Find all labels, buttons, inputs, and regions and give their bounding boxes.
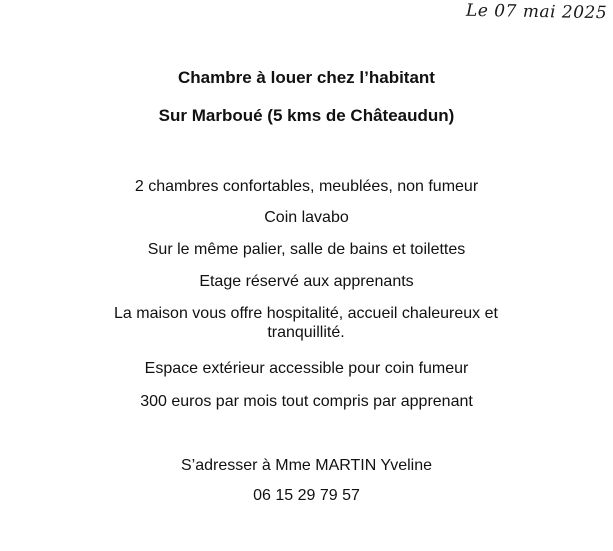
feature-line: La maison vous offre hospitalité, accueil chaleureux et tranquillité. <box>114 305 498 341</box>
handwritten-date: Le 07 mai 2025 <box>465 0 608 24</box>
document-location: Sur Marboué (5 kms de Châteaudun) <box>158 106 455 125</box>
feature-line: Coin lavabo <box>264 209 349 226</box>
feature-line: Espace extérieur accessible pour coin fumeur <box>144 360 469 377</box>
contact-name: S’adresser à Mme MARTIN Yveline <box>180 457 433 474</box>
contact-phone: 06 15 29 79 57 <box>253 487 360 504</box>
feature-line: 300 euros par mois tout compris par apprenant <box>140 393 473 410</box>
feature-line: 2 chambres confortables, meublées, non fumeur <box>134 178 479 195</box>
document-title: Chambre à louer chez l’habitant <box>178 68 435 87</box>
feature-line: Sur le même palier, salle de bains et toilettes <box>147 241 466 258</box>
feature-line: Etage réservé aux apprenants <box>199 273 414 290</box>
